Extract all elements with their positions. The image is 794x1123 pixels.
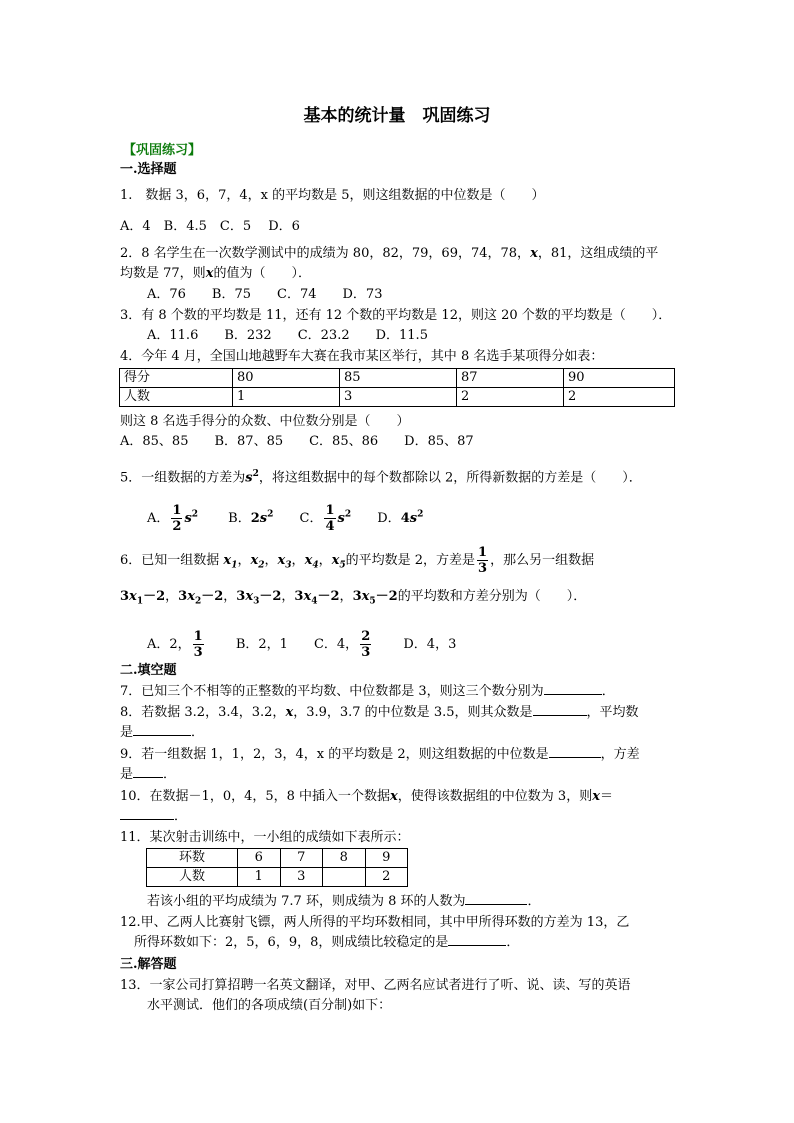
fraction: $\frac{1}{3}$ — [478, 545, 488, 576]
question-2-line2: 均数是 77，则x的值为（ ）． — [120, 266, 311, 281]
shooting-table — [146, 848, 408, 887]
question-5: 5．一组数据的方差为$s^2$，将这组数据中的每个数都除以 2，所得新数据的方差是（ ）． — [120, 469, 642, 486]
answer-blank[interactable] — [533, 715, 587, 716]
answer-blank[interactable] — [133, 735, 191, 736]
table-cell — [323, 868, 366, 887]
question-4-options: A．85、85 B．87、85 C．85、86 D．85、87 — [120, 434, 474, 449]
var-x: x — [530, 246, 538, 261]
table-cell: 2 — [457, 388, 564, 407]
question-1-options: A．4 B．4.5 C．5 D．6 — [120, 219, 300, 234]
table-row — [147, 868, 408, 887]
score-table — [119, 368, 675, 407]
question-9-line2: 是 ． — [120, 767, 177, 782]
table-cell: 87 — [457, 369, 564, 388]
question-4-after: 则这 8 名选手得分的众数、中位数分别是（ ） — [120, 414, 410, 429]
answer-blank[interactable] — [465, 904, 527, 905]
table-cell: 1 — [238, 868, 281, 887]
table-row — [147, 849, 408, 868]
question-8: 8．若数据 3.2，3.4，3.2，x，3.9，3.7 的中位数是 3.5，则其众数是 ，平均数 — [120, 705, 639, 720]
table-cell: 2 — [564, 388, 675, 407]
table-cell: 得分 — [120, 369, 233, 388]
question-6-options: A．2， $\frac{1}{3}$ B．2，1 C．4， $\frac{2}{3}$ D．4，3 — [147, 629, 457, 660]
table-cell: 80 — [233, 369, 340, 388]
table-cell: 6 — [238, 849, 281, 868]
answer-blank[interactable] — [133, 777, 163, 778]
practice-tag: 【巩固练习】 — [120, 140, 204, 162]
table-cell: 人数 — [120, 388, 233, 407]
table-cell: 环数 — [147, 849, 238, 868]
section-choice: 一.选择题 — [120, 162, 177, 177]
fraction: $\frac{1}{3}$ — [193, 629, 203, 660]
table-cell: 9 — [365, 849, 408, 868]
var-x: x — [205, 266, 214, 281]
question-10-line2: ． — [120, 807, 187, 827]
fraction: $\frac{2}{3}$ — [361, 629, 371, 660]
table-row — [120, 369, 675, 388]
page-title: 基本的统计量 巩固练习 — [303, 106, 491, 126]
question-10: 10．在数据－1，0，4，5，8 中插入一个数据x，使得该数据组的中位数为 3，则x＝ — [120, 789, 613, 804]
table-cell: 90 — [564, 369, 675, 388]
question-3: 3．有 8 个数的平均数是 11，还有 12 个数的平均数是 12，则这 20 个数的平均数是（ ）． — [120, 308, 672, 323]
question-6: 6．已知一组数据 $x_1$，$x_2$，$x_3$，$x_4$，$x_5$的平均数是 2，方差是 $\frac{1}{3}$ ，那么另一组数据 — [120, 545, 595, 576]
question-7: 7．已知三个不相等的正整数的平均数、中位数都是 3，则这三个数分别为 ． — [120, 684, 615, 699]
question-3-options: A．11.6 B．232 C．23.2 D．11.5 — [147, 328, 428, 343]
fraction: $\frac{1}{2}$ — [172, 503, 182, 534]
question-11: 11．某次射击训练中，一小组的成绩如下表所示： — [120, 830, 410, 845]
table-cell: 1 — [233, 388, 340, 407]
question-12-line2: 所得环数如下：2，5，6，9，8，则成绩比较稳定的是 ． — [134, 935, 520, 950]
question-6-line2: $3x_1-2$，$3x_2-2$，$3x_3-2$，$3x_4-2$，$3x_5-2$的平均数和方差分别为（ ）． — [120, 589, 587, 607]
section-fill: 二.填空题 — [120, 663, 177, 678]
table-cell: 85 — [340, 369, 457, 388]
table-cell: 3 — [340, 388, 457, 407]
section-answer: 三.解答题 — [120, 957, 177, 972]
table-cell: 人数 — [147, 868, 238, 887]
table-cell: 2 — [365, 868, 408, 887]
question-13-line2: 水平测试．他们的各项成绩(百分制)如下： — [147, 998, 392, 1013]
fraction: $\frac{1}{4}$ — [325, 503, 335, 534]
question-4: 4．今年 4 月，全国山地越野车大赛在我市某区举行，其中 8 名选手某项得分如表： — [120, 349, 604, 364]
table-row — [120, 388, 675, 407]
answer-blank[interactable] — [544, 694, 602, 695]
section-tag — [120, 140, 204, 162]
question-12: 12.甲、乙两人比赛射飞镖，两人所得的平均环数相同，其中甲所得环数的方差为 13，乙 — [120, 915, 630, 930]
table-cell: 8 — [323, 849, 366, 868]
question-13: 13．一家公司打算招聘一名英文翻译，对甲、乙两名应试者进行了听、说、读、写的英语 — [120, 978, 631, 993]
question-5-options: A． $\frac{1}{2}$ $s^2$ B．$2s^2$ C． $\frac{1}{4}$ $s^2$ D．$4s^2$ — [147, 503, 424, 534]
question-9: 9．若一组数据 1，1，2，3，4，x 的平均数是 2，则这组数据的中位数是 ，方差 — [120, 747, 640, 762]
question-1: 1. 数据 3，6，7，4，x 的平均数是 5，则这组数据的中位数是（ ） — [120, 188, 545, 203]
table-cell: 7 — [280, 849, 323, 868]
answer-blank[interactable] — [549, 757, 601, 758]
answer-blank[interactable] — [448, 945, 506, 946]
question-2-line1: 2．8 名学生在一次数学测试中的成绩为 80，82，79，69，74，78，x，81，这组成绩的平 — [120, 246, 659, 261]
answer-blank[interactable] — [120, 819, 174, 820]
question-2-options: A．76 B．75 C．74 D．73 — [147, 287, 383, 302]
question-8-line2: 是 ． — [120, 725, 205, 740]
question-11-after: 若该小组的平均成绩为 7.7 环，则成绩为 8 环的人数为 ． — [147, 894, 541, 909]
table-cell: 3 — [280, 868, 323, 887]
